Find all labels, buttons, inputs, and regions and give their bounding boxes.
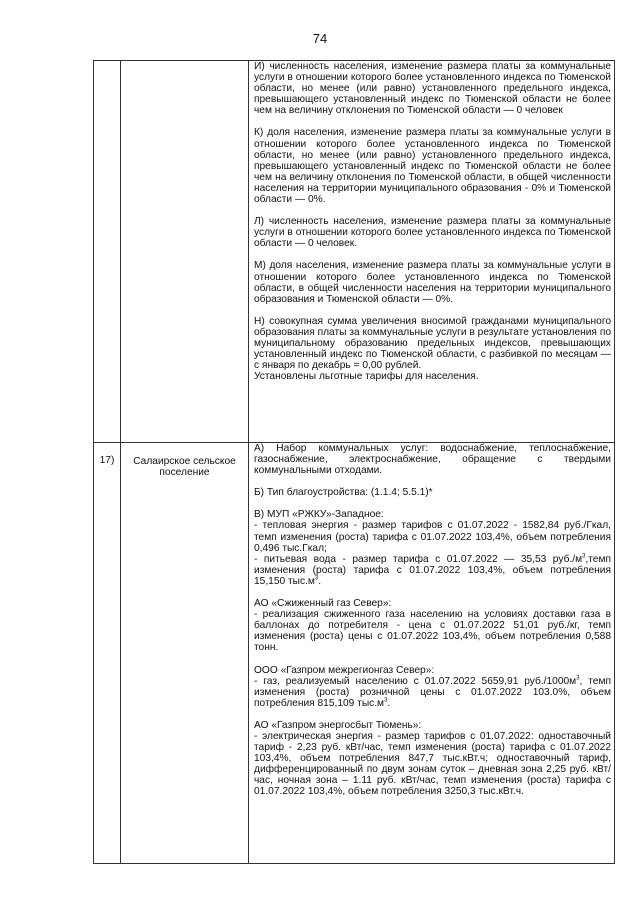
gas-tariff-c: . (387, 697, 391, 709)
electricity-tariff: - электрическая энергия - размер тарифов с 01.07.2022: одноставочный тариф - 2,23 руб. кВт/час, темп изменения (роста) тарифа с 01.07.2022 103,4%, объем потребления 847,7 тыс.кВт.ч; одноставочный тариф, дифференцированный по двум зонам суток – дневная зона 2,25 руб. кВт/час, ночная зона – 1.11 руб. кВт/час, темп изменения (роста) тарифа с 01.07.2022 103,4%, объем потребления 3250,3 тыс.кВт.ч. (254, 730, 611, 798)
page-number: 74 (312, 31, 328, 46)
superscript: 3 (576, 675, 580, 682)
superscript: 3 (314, 575, 319, 582)
municipality-cell (121, 443, 249, 864)
municipality-cell (121, 61, 249, 443)
water-tariff-c: . (318, 575, 322, 587)
gas-tariff (254, 676, 611, 709)
table-row (94, 443, 615, 864)
details-cell (249, 443, 615, 864)
provider-title-electricity: АО «Газпром энергосбыт Тюмень»: (254, 719, 422, 731)
benefit-tariffs-note: Установлены льготные тарифы для населения. (254, 371, 479, 383)
water-tariff-b: ,темп изменения (роста) тарифа с 01.07.2022 103,4%, объем потребления 15,150 тыс.м (254, 553, 611, 587)
provider-title-lpg: АО «Сжиженный газ Север»: (254, 598, 392, 610)
paragraph-l: Л) численность населения, изменение размера платы за коммунальные услуги в отношении которого более установленного индекса по Тюменской области — 0 человек. (254, 216, 611, 250)
lpg-tariff: - реализация сжиженного газа населению на условиях доставки газа в баллонах до потребителя - цена с 01.07.2022 51,01 руб./кг, темп изменения (роста) цены с 01.07.2022 103,4%, объем потребления 0,588 тонн. (254, 609, 611, 654)
provider-title-zhku: В) МУП «РЖКУ»-Западное: (254, 509, 384, 521)
water-tariff-a: - питьевая вода - размер тарифа с 01.07.2022 — 35,53 руб./м (254, 553, 583, 565)
table-row (94, 61, 615, 443)
improvement-type: Б) Тип благоустройства: (1.1.4; 5.5.1)* (254, 487, 433, 499)
row-number: 17) (99, 455, 115, 466)
superscript: 3 (384, 697, 388, 704)
details-cell (249, 61, 615, 443)
superscript: 3 (582, 553, 586, 560)
heat-tariff: - тепловая энергия - размер тарифов с 01.07.2022 - 1582,84 руб./Гкал, темп изменения (роста) тарифа с 01.07.2022 103,4%, объем потребления 0,496 тыс.Гкал; (254, 520, 611, 554)
services-paragraph: А) Набор коммунальных услуг: водоснабжение, теплоснабжение, газоснабжение, электроснабжение, обращение с твердыми коммунальными отходами. (254, 443, 611, 477)
municipality-name: Салаирское сельское поселение (133, 456, 236, 479)
water-tariff (254, 554, 611, 587)
paragraph-n: Н) совокупная сумма увеличения вносимой гражданами муниципального образования платы за коммунальные услуги в результате установления по муниципальному образованию предельных индексов, превышающих установленный индекс по Тюменской области, с разбивкой по месяцам — с января по декабрь = 0,00 рублей. (254, 315, 611, 372)
paragraph-k: К) доля населения, изменение размера платы за коммунальные услуги в отношении которого более установленного индекса по Тюменской области, но менее (или равно) установленного предельного индекса, превышающего установленный индекс по Тюменской области не более чем на величину отклонения по Тюменской области, в общей численности населения на территории муниципального образования - 0% и Тюменской области — 0%. (254, 127, 611, 206)
paragraph-m: М) доля населения, изменение размера платы за коммунальные услуги в отношении которого более установленного индекса по Тюменской области, в общей численности населения на территории муниципального образования и Тюменской области — 0%. (254, 260, 611, 305)
provider-title-gas: ООО «Газпром межрегионгаз Север»: (254, 664, 435, 676)
tariff-table (93, 60, 615, 864)
row-number-cell (94, 443, 121, 864)
paragraph-i: И) численность населения, изменение размера платы за коммунальные услуги в отношении которого более установленного индекса по Тюменской области, но менее (или равно) установленного предельного индекса, превышающего установленный индекс по Тюменской области не более чем на величину отклонения по Тюменской области — 0 человек (254, 61, 611, 117)
gas-tariff-b: , темп изменения (роста) розничной цены с 01.07.2022 103.0%, объем потребления 815,109 тыс.м (254, 675, 611, 709)
row-number-cell (94, 61, 121, 443)
gas-tariff-a: - газ, реализуемый населению с 01.07.2022 5659,91 руб./1000м (254, 675, 577, 687)
